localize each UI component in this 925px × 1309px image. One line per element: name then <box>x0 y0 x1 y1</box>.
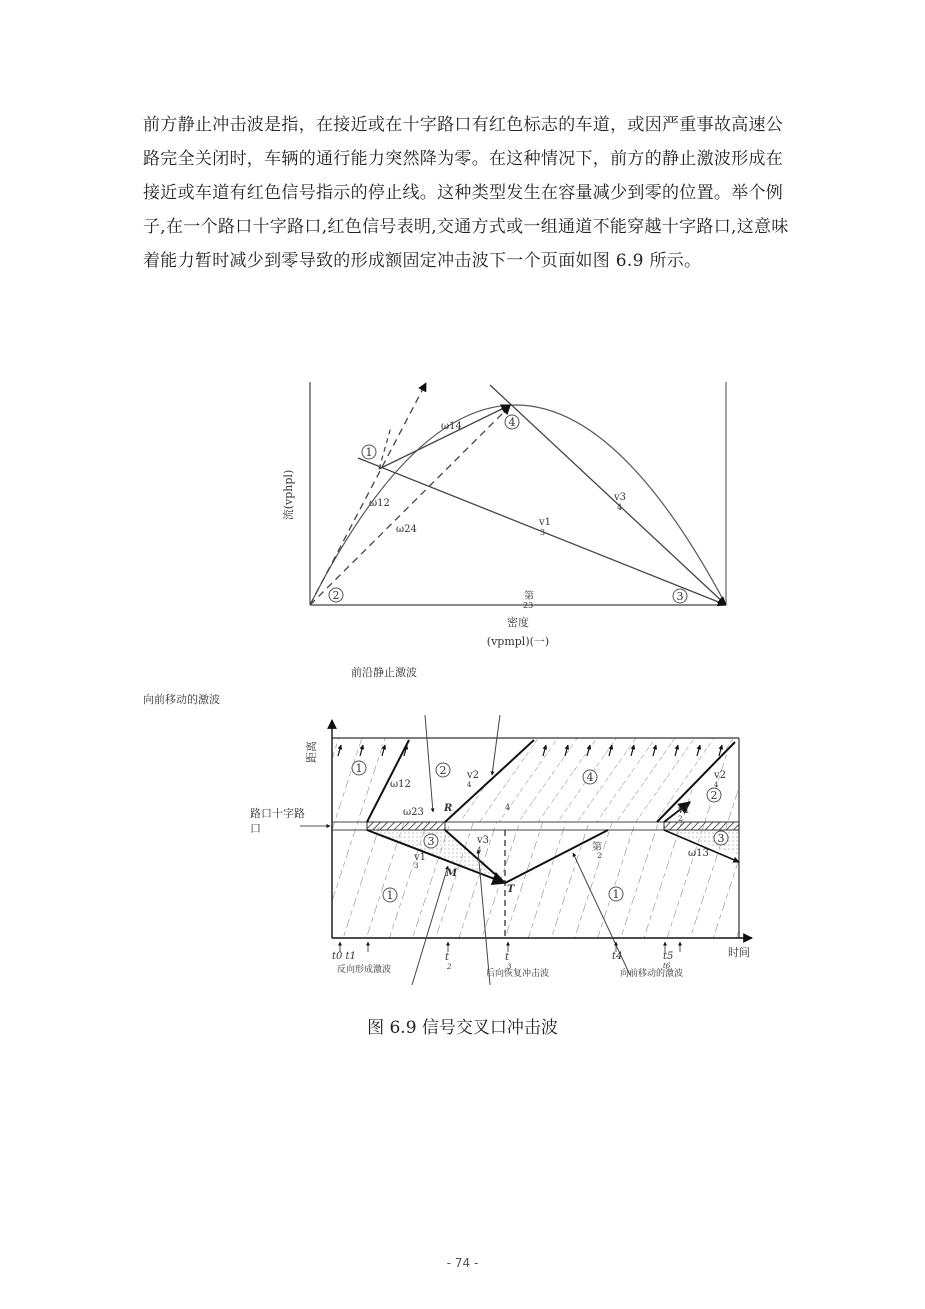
svg-text:2: 2 <box>597 852 602 860</box>
intersection-label-1: 路口十字路 <box>250 807 305 820</box>
figure-caption: 图 6.9 信号交叉口冲击波 <box>367 1018 558 1038</box>
omega-24-label: ω24 <box>396 524 417 535</box>
bottom-y-axis-label: 距离 <box>305 741 318 763</box>
region-4: 4 <box>586 771 594 784</box>
v1-left-label: v1 <box>414 852 427 863</box>
di-label-b: 第 <box>592 842 602 853</box>
v2-right-label: v2 <box>714 770 727 781</box>
svg-text:4: 4 <box>617 503 623 512</box>
side-label: 向前移动的激波 <box>143 693 220 706</box>
omega-12-label-b: ω12 <box>390 779 411 790</box>
region-1-bottom-left: 1 <box>386 889 394 902</box>
v1-right-label: v1 <box>678 805 691 816</box>
tick-t0-t1: t0 t1 <box>332 951 356 962</box>
point-T: T <box>507 884 515 895</box>
omega-23-label: ω23 <box>403 807 424 818</box>
time-space-diagram <box>250 715 752 985</box>
svg-text:23: 23 <box>523 601 534 610</box>
region-1-bottom-right: 1 <box>612 888 620 901</box>
omega-13-label: ω13 <box>688 848 709 859</box>
svg-text:2: 2 <box>678 815 683 823</box>
tick-t3: t <box>505 952 510 963</box>
region-2-left: 2 <box>439 764 447 777</box>
top-y-axis-label: 流(vphpl) <box>282 469 295 521</box>
omega-12-label: ω12 <box>369 498 390 509</box>
top-figure-caption: 前沿静止激波 <box>351 666 417 679</box>
point-2-label: 2 <box>332 589 340 602</box>
top-x-axis-unit: (vpmpl)(一) <box>486 635 550 648</box>
svg-text:4: 4 <box>467 781 472 789</box>
svg-text:3: 3 <box>414 862 419 870</box>
top-x-axis-label: 密度 <box>507 616 529 629</box>
region-1-top: 1 <box>355 762 363 775</box>
region-3-right: 3 <box>717 832 725 845</box>
tick-t6: t6 <box>663 962 671 970</box>
intersection-label-2: 口 <box>250 822 261 835</box>
tick-t2: t <box>445 952 450 963</box>
v3-label-b: v3 <box>477 835 490 846</box>
region-2-right: 2 <box>710 789 718 802</box>
body-paragraph: 前方静止冲击波是指，在接近或在十字路口有红色标志的车道，或因严重事故高速公路完全关闭时，车辆的通行能力突然降为零。在这种情况下，前方的静止激波形成在接近或车道有红色信号指示的停止线。这种类型发生在容量减少到零的位置。举个例子,在一个路口十字路口,红色信号表明,交通方式或一组通道不能穿越十字路口,这意味着能力暂时减少到零导致的形成额固定冲击波下一个页面如图 6.9 所示。 <box>143 115 789 271</box>
flow-density-diagram <box>281 382 726 679</box>
di-label: 第 <box>524 591 534 602</box>
v3-label: v3 <box>614 492 627 503</box>
page-number: - 74 - <box>446 1256 479 1270</box>
svg-text:3: 3 <box>540 528 546 537</box>
region-3-left: 3 <box>427 835 435 848</box>
tick-t5: t5 <box>663 951 674 962</box>
svg-text:4: 4 <box>714 781 719 789</box>
note-backward-forming: 反向形成激波 <box>337 965 392 975</box>
svg-text:4: 4 <box>477 846 482 854</box>
note-forward-moving: 向前移动的激波 <box>620 969 684 979</box>
bottom-x-axis-label: 时间 <box>728 946 750 959</box>
point-M: M <box>446 868 458 879</box>
point-R: R <box>444 803 453 814</box>
svg-text:2: 2 <box>447 963 452 971</box>
point-1-label: 1 <box>365 446 373 459</box>
svg-text:3: 3 <box>507 963 512 971</box>
v1-label: v1 <box>539 517 552 528</box>
point-3-label: 3 <box>676 590 684 603</box>
v2-left-label: v2 <box>467 770 480 781</box>
tick-t4: t4 <box>612 951 623 962</box>
note-backward-recovery: 后向恢复冲击波 <box>486 969 550 979</box>
point-4-label: 4 <box>508 416 516 429</box>
svg-text:4: 4 <box>505 803 511 812</box>
omega-14-label: ω14 <box>441 421 462 432</box>
